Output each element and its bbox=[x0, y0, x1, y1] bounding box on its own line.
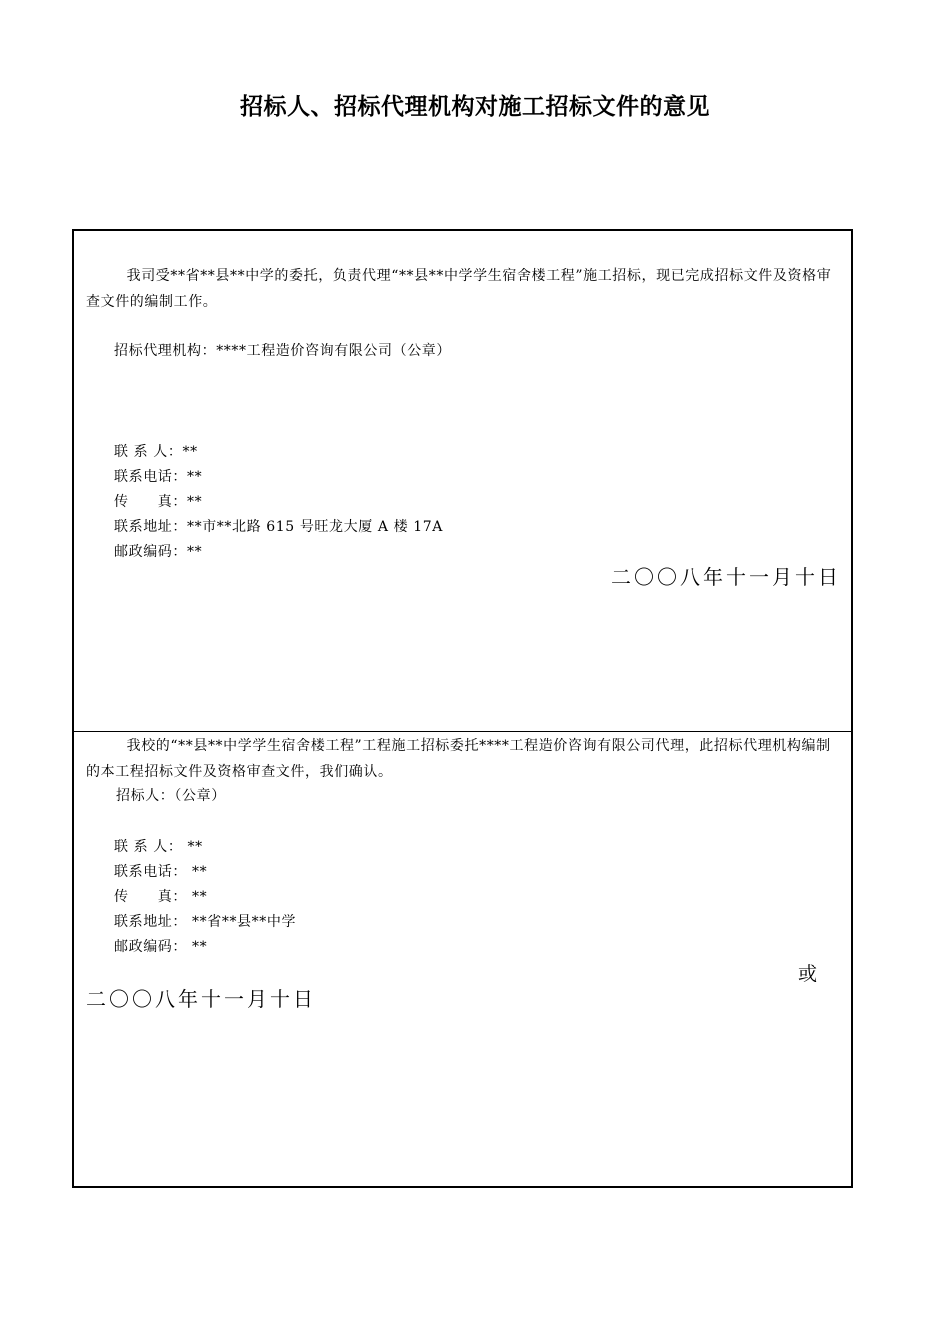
agency-statement: 我司受**省**县**中学的委托，负责代理“**县**中学学生宿舍楼工程”施工招标，现已完成招标文件及资格审查文件的编制工作。 bbox=[86, 268, 832, 310]
section-divider bbox=[74, 731, 851, 732]
tenderer-phone: 联系电话： ** bbox=[114, 864, 208, 880]
tenderer-statement: 我校的“**县**中学学生宿舍楼工程”工程施工招标委托****工程造价咨询有限公司代理，此招标代理机构编制的本工程招标文件及资格审查文件，我们确认。 bbox=[86, 738, 831, 780]
agency-contact-person: 联 系 人：** bbox=[114, 444, 198, 460]
agency-address: 联系地址：**市**北路 615 号旺龙大厦 A 楼 17A bbox=[114, 519, 444, 535]
stray-character: 或 bbox=[798, 963, 818, 985]
tenderer-address: 联系地址： **省**县**中学 bbox=[114, 914, 297, 930]
tenderer-fax: 传 真： ** bbox=[114, 889, 208, 905]
tenderer-line: 招标人：（公章） bbox=[116, 788, 226, 804]
tenderer-contact-person: 联 系 人： ** bbox=[114, 839, 203, 855]
opinion-form-box bbox=[72, 229, 853, 1188]
agency-phone: 联系电话：** bbox=[114, 469, 203, 485]
agency-postcode: 邮政编码：** bbox=[114, 544, 203, 560]
agency-name-line: 招标代理机构：****工程造价咨询有限公司（公章） bbox=[114, 343, 451, 359]
agency-date: 二〇〇八年十一月十日 bbox=[611, 565, 841, 589]
page-title: 招标人、招标代理机构对施工招标文件的意见 bbox=[240, 94, 710, 120]
tenderer-date: 二〇〇八年十一月十日 bbox=[86, 987, 316, 1011]
tenderer-postcode: 邮政编码： ** bbox=[114, 939, 208, 955]
agency-fax: 传 真：** bbox=[114, 494, 203, 510]
